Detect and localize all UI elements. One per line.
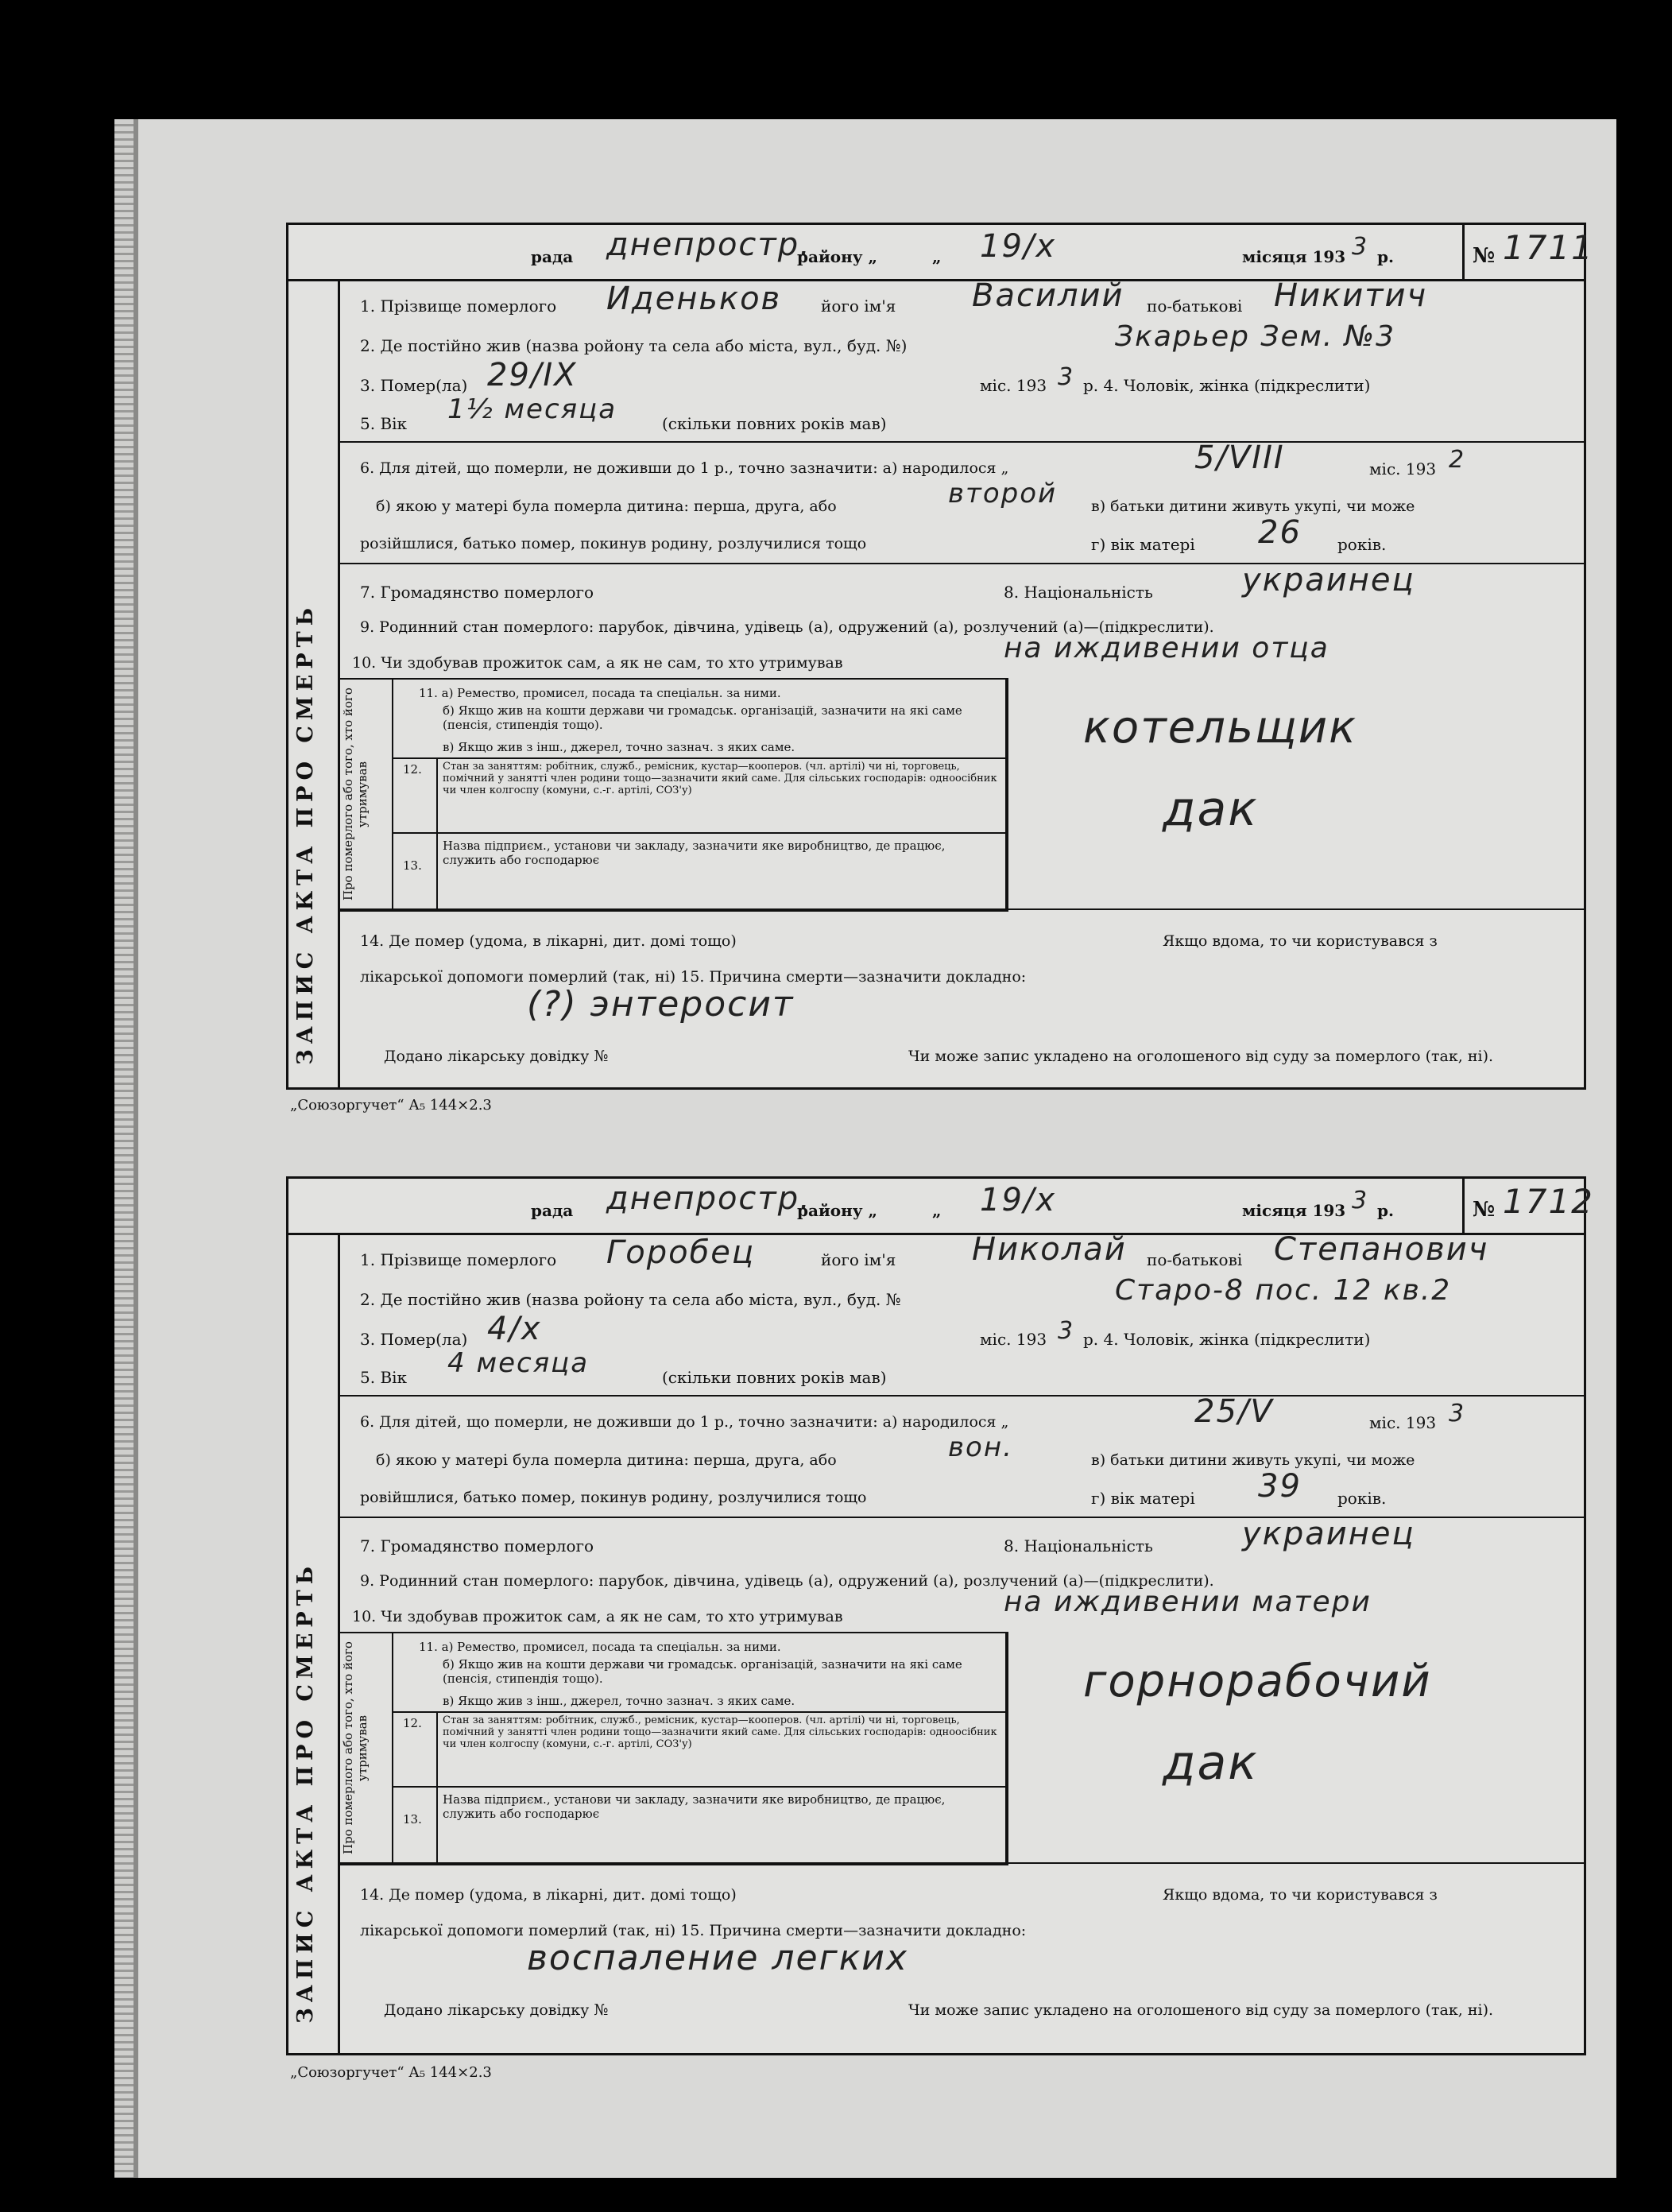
- year-handwriting: 3: [1352, 233, 1369, 261]
- field-occupation-value: котельщик: [1083, 702, 1357, 753]
- field-12-label: Стан за заняттям: робітник, служб., ремісник, кустар—кооперов. (чл. артілі) чи ні, торговець, помічний у занятті член родини тощо—зазначити який саме. Для сільських господарів: одноосібник чи член колгоспу (комуни, с.-г. артілі, СОЗ'у): [443, 761, 997, 796]
- field-died-label: 3. Помер(ла): [360, 1330, 468, 1349]
- form-sidebar: [288, 1233, 340, 2053]
- divider: [392, 1633, 393, 1864]
- field-medical-help-label: Якщо вдома, то чи користувався з: [1163, 932, 1438, 950]
- raion-label: району „: [797, 1201, 878, 1220]
- field-cause-label: лікарської допомоги померлий (так, ні) 15. Причина смерти—зазначити докладно:: [360, 1922, 1027, 1939]
- field-age-value: 4 месяца: [447, 1347, 590, 1379]
- field-support-value: на иждивении отца: [1004, 632, 1329, 664]
- field-nationality-value: украинец: [1242, 562, 1415, 599]
- divider: [392, 680, 393, 910]
- field-13-number: 13.: [403, 858, 422, 873]
- field-12-number: 12.: [403, 762, 422, 777]
- field-citizenship-label: 7. Громадянство померлого: [360, 583, 594, 602]
- field-address-value: Зкарьер Зем. №3: [1115, 320, 1396, 353]
- date-handwriting: 19/х: [980, 228, 1057, 265]
- occupation-block-side-label: Про померлого або того, хто його утримував: [341, 688, 370, 901]
- divider: [338, 908, 1584, 910]
- field-born-value: 5/VIII: [1194, 440, 1285, 476]
- quote-mark: „: [932, 247, 942, 266]
- field-medical-help-label: Якщо вдома, то чи користувався з: [1163, 1886, 1438, 1904]
- rada-handwriting: днепростр.: [606, 227, 811, 263]
- field-name-label: його ім'я: [821, 1250, 896, 1269]
- form-footer: „Союзоргучет“ А₅ 144×2.3: [290, 2064, 492, 2081]
- form-side-title: ЗАПИС АКТА ПРО СМЕРТЬ: [293, 1560, 318, 2024]
- field-11b-label: б) Якщо жив на кошти держави чи громадськ. організацій, зазначити на які саме (пенсія, стипендія тощо).: [443, 703, 962, 732]
- field-born-year-value: 3: [1449, 1400, 1466, 1428]
- divider: [338, 1862, 1584, 1864]
- field-died-year-value: 3: [1058, 363, 1075, 391]
- field-court-label: Чи може запис укладено на оголошеного від суду за померлого (так, ні).: [908, 2001, 1494, 2019]
- field-13-label: Назва підприєм., установи чи закладу, зазначити яке виробництво, де працює, служить або господарює: [443, 839, 946, 867]
- field-child-order-value: второй: [948, 478, 1058, 509]
- field-name-value: Василий: [972, 277, 1124, 314]
- field-support-value: на иждивении матери: [1004, 1586, 1372, 1618]
- year-handwriting: 3: [1352, 1187, 1369, 1214]
- record-number-box: [1462, 1179, 1594, 1233]
- r-label: р.: [1377, 1201, 1394, 1220]
- field-separated-label: ровійшлися, батько помер, покинув родину, розлучилися тощо: [360, 1489, 867, 1506]
- form-footer: „Союзоргучет“ А₅ 144×2.3: [290, 1097, 492, 1114]
- field-marital-label: 9. Родинний стан померлого: парубок, дівчина, удівець (а), одружений (а), розлучений (а)—(підкреслити).: [360, 618, 1214, 636]
- field-died-year-value: 3: [1058, 1317, 1075, 1345]
- form-side-title: ЗАПИС АКТА ПРО СМЕРТЬ: [293, 602, 318, 1065]
- field-nationality-value: украинец: [1242, 1516, 1415, 1552]
- divider: [392, 1711, 1007, 1713]
- field-born-year-value: 2: [1449, 446, 1466, 474]
- divider: [436, 757, 438, 910]
- field-dak-value: дак: [1163, 781, 1259, 837]
- occupation-block: [338, 1632, 1008, 1865]
- field-born-label: 6. Для дітей, що померли, не доживши до 1 р., точно зазначити: а) народилося „: [360, 1413, 1009, 1431]
- rada-handwriting: днепростр.: [606, 1180, 811, 1217]
- field-age-value: 1½ месяца: [447, 393, 617, 425]
- field-11a-label: 11. а) Ремество, промисел, посада та спеціальн. за ними.: [419, 1640, 781, 1654]
- field-age-label: 5. Вік: [360, 1368, 408, 1387]
- field-mother-age-label: г) вік матері: [1091, 1489, 1195, 1508]
- field-parents-label: в) батьки дитини живуть укупі, чи може: [1091, 1451, 1415, 1469]
- divider: [392, 1786, 1007, 1788]
- field-cause-label: лікарської допомоги померлий (так, ні) 15. Причина смерти—зазначити докладно:: [360, 968, 1027, 986]
- field-died-month-label: міс. 193: [980, 1330, 1047, 1349]
- divider: [392, 832, 1007, 834]
- field-born-month-label: міс. 193: [1369, 1413, 1437, 1432]
- divider: [1005, 678, 1007, 908]
- divider: [436, 1711, 438, 1864]
- record-number-handwriting: 1711: [1503, 228, 1594, 267]
- month-label: місяця 193: [1242, 1201, 1346, 1220]
- field-11c-label: в) Якщо жив з інш., джерел, точно зазнач. з яких саме.: [443, 740, 795, 754]
- field-died-value: 4/х: [487, 1311, 542, 1347]
- field-sex-label: р. 4. Чоловік, жінка (підкреслити): [1083, 1330, 1371, 1349]
- field-years-label: років.: [1337, 535, 1387, 554]
- field-marital-label: 9. Родинний стан померлого: парубок, дівчина, удівець (а), одружений (а), розлучений (а)—(підкреслити).: [360, 1572, 1214, 1590]
- field-age-hint: (скільки повних років мав): [662, 414, 887, 433]
- field-patronymic-label: по-батькові: [1147, 296, 1243, 316]
- field-age-hint: (скільки повних років мав): [662, 1368, 887, 1387]
- divider: [1005, 1632, 1007, 1862]
- field-11b-label: б) Якщо жив на кошти держави чи громадськ. організацій, зазначити на які саме (пенсія, стипендія тощо).: [443, 1657, 962, 1686]
- field-place-of-death-label: 14. Де помер (удома, в лікарні, дит. домі тощо): [360, 932, 737, 950]
- quote-mark: „: [932, 1201, 942, 1220]
- record-number-label: №: [1473, 1198, 1496, 1222]
- field-born-value: 25/V: [1194, 1393, 1274, 1430]
- occupation-block: [338, 678, 1008, 912]
- field-cause-value: (?) энтеросит: [527, 984, 795, 1025]
- field-child-order-label: б) якою у матері була померла дитина: перша, друга, або: [376, 1451, 837, 1469]
- rada-label: рада: [531, 1201, 574, 1220]
- form-sidebar: [288, 279, 340, 1087]
- field-name-value: Николай: [972, 1231, 1127, 1268]
- field-support-label: 10. Чи здобував прожиток сам, а як не сам, то хто утримував: [352, 654, 843, 672]
- record-number-label: №: [1473, 244, 1496, 268]
- field-surname-value: Иденьков: [606, 281, 782, 317]
- field-child-order-value: вон.: [948, 1431, 1013, 1463]
- record-number-handwriting: 1712: [1503, 1182, 1594, 1221]
- field-died-month-label: міс. 193: [980, 376, 1047, 395]
- field-born-month-label: міс. 193: [1369, 459, 1437, 478]
- divider: [338, 1395, 1584, 1397]
- field-sex-label: р. 4. Чоловік, жінка (підкреслити): [1083, 376, 1371, 395]
- form-header: [288, 1179, 1594, 1235]
- rada-label: рада: [531, 247, 574, 266]
- field-patronymic-value: Никитич: [1274, 277, 1428, 314]
- divider: [392, 757, 1007, 759]
- death-record-form: [286, 223, 1594, 1090]
- field-support-label: 10. Чи здобував прожиток сам, а як не сам, то хто утримував: [352, 1608, 843, 1625]
- field-place-of-death-label: 14. Де помер (удома, в лікарні, дит. домі тощо): [360, 1886, 737, 1904]
- field-11c-label: в) Якщо жив з інш., джерел, точно зазнач. з яких саме.: [443, 1694, 795, 1708]
- field-years-label: років.: [1337, 1489, 1387, 1508]
- field-surname-value: Горобец: [606, 1234, 756, 1271]
- field-certificate-label: Додано лікарську довідку №: [384, 2001, 609, 2019]
- field-surname-label: 1. Прізвище померлого: [360, 1250, 557, 1269]
- field-mother-age-value: 39: [1258, 1468, 1302, 1505]
- field-cause-value: воспаление легких: [527, 1938, 908, 1978]
- field-address-value: Старо-8 пос. 12 кв.2: [1115, 1274, 1452, 1307]
- field-12-number: 12.: [403, 1716, 422, 1730]
- field-name-label: його ім'я: [821, 296, 896, 316]
- field-patronymic-value: Степанович: [1274, 1231, 1489, 1268]
- field-dak-value: дак: [1163, 1735, 1259, 1791]
- form-header: [288, 225, 1594, 281]
- field-13-number: 13.: [403, 1812, 422, 1827]
- field-died-value: 29/IX: [487, 357, 578, 393]
- field-nationality-label: 8. Національність: [1004, 1536, 1153, 1555]
- record-number-box: [1462, 225, 1594, 279]
- field-died-label: 3. Помер(ла): [360, 376, 468, 395]
- field-child-order-label: б) якою у матері була померла дитина: перша, друга, або: [376, 498, 837, 515]
- r-label: р.: [1377, 247, 1394, 266]
- death-record-form: [286, 1176, 1594, 2055]
- field-surname-label: 1. Прізвище померлого: [360, 296, 557, 316]
- field-mother-age-label: г) вік матері: [1091, 535, 1195, 554]
- raion-label: району „: [797, 247, 878, 266]
- date-handwriting: 19/х: [980, 1182, 1057, 1218]
- field-12-label: Стан за заняттям: робітник, служб., ремісник, кустар—кооперов. (чл. артілі) чи ні, торговець, помічний у занятті член родини тощо—зазначити який саме. Для сільських господарів: одноосібник чи член колгоспу (комуни, с.-г. артілі, СОЗ'у): [443, 1714, 997, 1750]
- field-court-label: Чи може запис укладено на оголошеного від суду за померлого (так, ні).: [908, 1048, 1494, 1065]
- field-citizenship-label: 7. Громадянство померлого: [360, 1536, 594, 1555]
- field-occupation-value: горнорабочий: [1083, 1656, 1432, 1707]
- divider: [338, 441, 1584, 443]
- field-nationality-label: 8. Національність: [1004, 583, 1153, 602]
- field-address-label: 2. Де постійно жив (назва ройону та села або міста, вул., буд. №): [360, 336, 908, 355]
- field-born-label: 6. Для дітей, що померли, не доживши до 1 р., точно зазначити: а) народилося „: [360, 459, 1009, 477]
- field-certificate-label: Додано лікарську довідку №: [384, 1048, 609, 1065]
- field-age-label: 5. Вік: [360, 414, 408, 433]
- field-13-label: Назва підприєм., установи чи закладу, зазначити яке виробництво, де працює, служить або господарює: [443, 1792, 946, 1821]
- occupation-block-side-label: Про померлого або того, хто його утримував: [341, 1641, 370, 1854]
- field-address-label: 2. Де постійно жив (назва ройону та села або міста, вул., буд. №: [360, 1290, 901, 1309]
- field-patronymic-label: по-батькові: [1147, 1250, 1243, 1269]
- field-mother-age-value: 26: [1258, 514, 1302, 551]
- field-separated-label: розійшлися, батько помер, покинув родину, розлучилися тощо: [360, 535, 867, 552]
- field-parents-label: в) батьки дитини живуть укупі, чи може: [1091, 498, 1415, 515]
- month-label: місяця 193: [1242, 247, 1346, 266]
- field-11a-label: 11. а) Ремество, промисел, посада та спеціальн. за ними.: [419, 686, 781, 700]
